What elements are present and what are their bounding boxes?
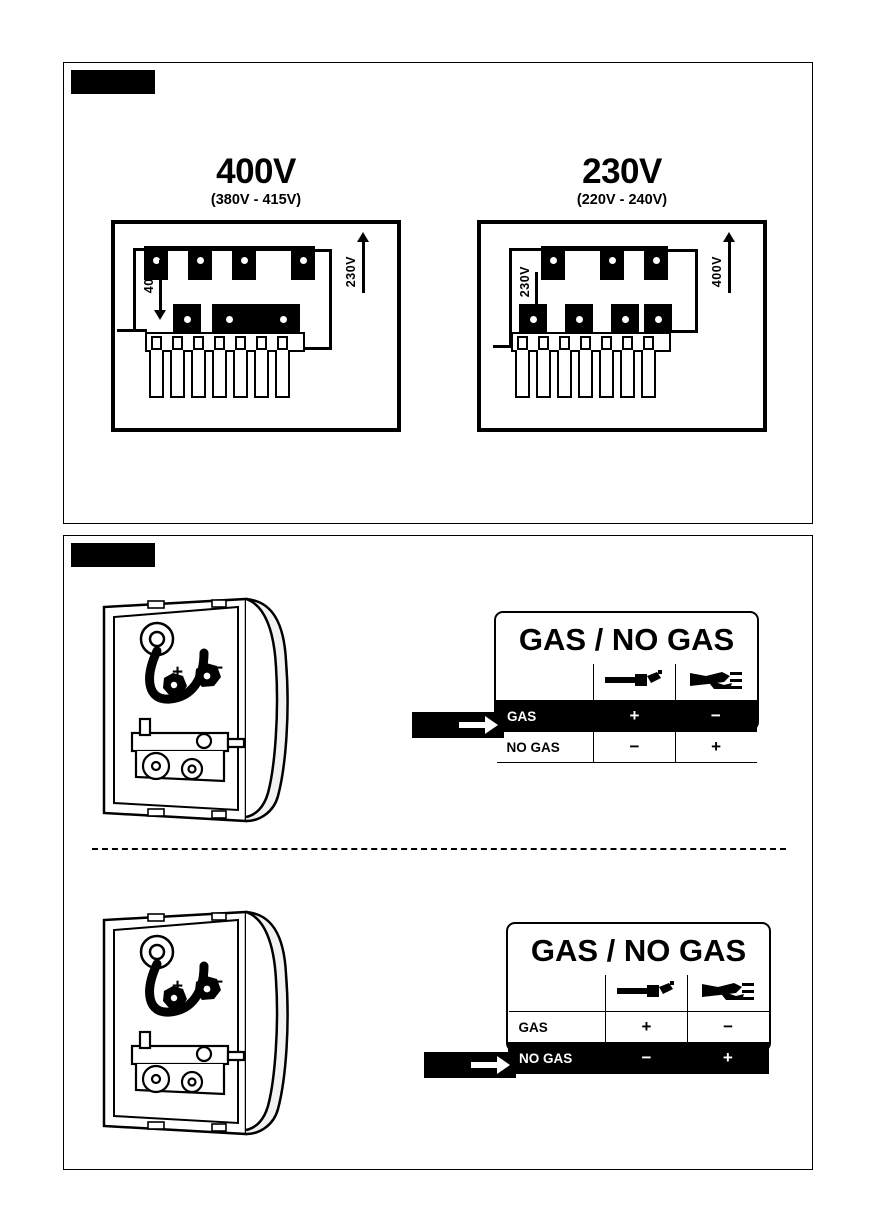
earth-clamp-icon (675, 664, 756, 701)
panel-tag-top (71, 70, 155, 94)
voltage-subtitle-230v: (220V - 240V) (576, 192, 668, 208)
polarity-card-title-gas: GAS / NO GAS (518, 622, 735, 657)
terminal-leg (170, 350, 185, 398)
voltage-label-right-230v: 230V (344, 256, 358, 288)
jumper-bar (541, 246, 668, 251)
row-label-no-gas: NO GAS (497, 732, 594, 763)
cell-no-gas-clamp: + (675, 732, 756, 763)
feeder-plus-label-gas: + (172, 662, 184, 683)
feeder-minus-label-no-gas: − (212, 972, 224, 993)
voltage-label-left-230v: 230V (518, 266, 532, 298)
terminal-pin (517, 336, 528, 350)
feeder-minus-label-gas: − (212, 658, 224, 679)
table-row-icons (497, 664, 757, 701)
jumper-large (212, 304, 300, 332)
terminal-pin (256, 336, 267, 350)
voltage-title-230v: 230V (582, 152, 662, 191)
arrow-shaft (362, 241, 365, 293)
terminal-leg (233, 350, 248, 398)
wire (329, 249, 332, 349)
voltage-subtitle-400v: (380V - 415V) (210, 192, 302, 208)
selection-arrow-gas (412, 712, 504, 738)
jumper-large (173, 304, 201, 332)
wire (315, 249, 332, 252)
cell-no-gas-torch: − (594, 732, 675, 763)
feeder-plus-label-no-gas: + (172, 976, 184, 997)
section-divider (92, 848, 786, 850)
jumper-bar (644, 274, 668, 280)
terminal-leg (149, 350, 164, 398)
terminal-board-400v (111, 220, 401, 432)
wire (509, 248, 543, 251)
terminal-leg (578, 350, 593, 398)
jumper-large (644, 304, 672, 332)
jumper (541, 246, 565, 280)
terminal-pin (214, 336, 225, 350)
jumper-large (519, 304, 547, 332)
terminal-pin (235, 336, 246, 350)
jumper-bar (144, 246, 315, 251)
cell-gas-clamp: − (675, 701, 756, 732)
terminal-leg (515, 350, 530, 398)
terminal-leg (191, 350, 206, 398)
table-cell-empty (497, 664, 594, 701)
jumper (188, 246, 212, 280)
arrow-head-up-icon (723, 232, 735, 242)
terminal-board-230v (477, 220, 767, 432)
wire (133, 248, 136, 332)
row-label-no-gas: NO GAS (509, 1043, 606, 1074)
terminal-pin (151, 336, 162, 350)
cell-gas-clamp: − (687, 1012, 768, 1043)
terminal-leg (212, 350, 227, 398)
cell-gas-torch: + (606, 1012, 687, 1043)
terminal-pin (277, 336, 288, 350)
terminal-leg (557, 350, 572, 398)
polarity-card-title-no-gas: GAS / NO GAS (530, 933, 747, 968)
terminal-pin (172, 336, 183, 350)
cell-gas-torch: + (594, 701, 675, 732)
terminal-pin (622, 336, 633, 350)
table-row-gas[interactable] (497, 701, 757, 732)
panel-tag-bottom (71, 543, 155, 567)
jumper (291, 246, 315, 280)
table-row-no-gas[interactable] (509, 1043, 769, 1074)
earth-clamp-icon (687, 975, 768, 1012)
arrow-head-up-icon (357, 232, 369, 242)
terminal-leg (536, 350, 551, 398)
arrow-shaft (728, 241, 731, 293)
jumper (232, 246, 256, 280)
torch-icon (594, 664, 675, 701)
terminal-pin (538, 336, 549, 350)
voltage-option-230v (472, 153, 772, 432)
wire (117, 329, 147, 332)
wire (695, 249, 698, 333)
torch-icon (606, 975, 687, 1012)
voltage-label-right-400v: 400V (710, 256, 724, 288)
terminal-leg (254, 350, 269, 398)
terminal-leg (641, 350, 656, 398)
selection-arrow-no-gas (424, 1052, 516, 1078)
voltage-title-400v: 400V (216, 152, 296, 191)
polarity-card-gas (494, 611, 759, 756)
terminal-leg (599, 350, 614, 398)
jumper (600, 246, 624, 280)
polarity-table-gas (496, 664, 757, 763)
voltage-option-400v (106, 153, 406, 432)
arrow-shaft (159, 260, 162, 312)
voltage-label-left-400v: 400V (142, 262, 156, 294)
table-row-no-gas[interactable] (497, 732, 757, 763)
row-label-gas: GAS (509, 1012, 606, 1043)
wire (668, 249, 698, 252)
wire (493, 345, 512, 348)
polarity-selection-panel (63, 535, 813, 1170)
table-cell-empty (509, 975, 606, 1012)
wire-feeder-illustration-no-gas (96, 894, 321, 1139)
jumper-large (611, 304, 639, 332)
polarity-card-no-gas (506, 922, 771, 1067)
terminal-pin (193, 336, 204, 350)
polarity-table-no-gas (508, 975, 769, 1074)
terminal-pin (580, 336, 591, 350)
voltage-selection-panel (63, 62, 813, 524)
row-label-gas: GAS (497, 701, 594, 732)
table-row-gas[interactable] (509, 1012, 769, 1043)
terminal-pin (643, 336, 654, 350)
terminal-pin (559, 336, 570, 350)
terminal-leg (275, 350, 290, 398)
wire-feeder-illustration-gas (96, 581, 321, 826)
terminal-leg (620, 350, 635, 398)
table-row-icons (509, 975, 769, 1012)
jumper-large (565, 304, 593, 332)
arrow-head-down-icon (154, 310, 166, 320)
cell-no-gas-torch: − (606, 1043, 687, 1074)
terminal-pin (601, 336, 612, 350)
cell-no-gas-clamp: + (687, 1043, 768, 1074)
wire (133, 248, 147, 251)
